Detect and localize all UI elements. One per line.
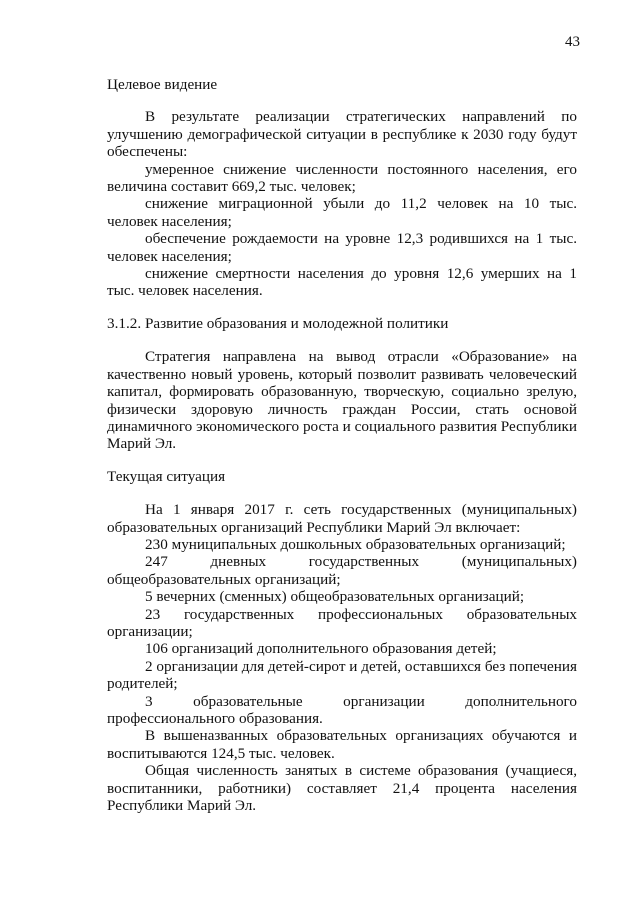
paragraph: В вышеназванных образовательных организациях обучаются и воспитываются 124,5 тыс. человек. [107,727,577,762]
paragraph: обеспечение рождаемости на уровне 12,3 родившихся на 1 тыс. человек населения; [107,230,577,265]
paragraph: снижение миграционной убыли до 11,2 человек на 10 тыс. человек населения; [107,195,577,230]
section-heading-target-vision: Целевое видение [107,76,218,93]
paragraph: В результате реализации стратегических направлений по улучшению демографической ситуации в республике к 2030 году будут обеспечены: [107,108,577,161]
paragraph: умеренное снижение численности постоянного населения, его величина составит 669,2 тыс. человек; [107,160,577,196]
list-item: 230 муниципальных дошкольных образовательных организаций; [145,535,566,553]
paragraph: Общая численность занятых в системе образования (учащиеся, воспитанники, работники) составляет 21,4 процента населения Республики Марий Эл. [107,762,577,815]
list-item: 5 вечерних (сменных) общеобразовательных организаций; [145,588,525,606]
list-item: 2 организации для детей-сирот и детей, оставшихся без попечения родителей; [107,657,577,693]
section-heading-current-situation: Текущая ситуация [107,467,226,485]
section-heading-education: 3.1.2. Развитие образования и молодежной политики [107,314,449,332]
document-body [107,76,577,814]
paragraph: На 1 января 2017 г. сеть государственных (муниципальных) образовательных организаций Республики Марий Эл включает: [107,501,577,536]
list-item: 106 организаций дополнительного образования детей; [145,640,497,658]
list-item: 3 образовательные организации дополнительного профессионального образования. [107,692,577,727]
list-item: 23 государственных профессиональных образовательных организации; [107,605,577,640]
page-number: 43 [565,34,580,50]
list-item: 247 дневных государственных (муниципальных) общеобразовательных организаций; [107,553,577,588]
paragraph: Стратегия направлена на вывод отрасли «Образование» на качественно новый уровень, который позволит развивать человеческий капитал, формировать образованную, творческую, социально зрелую, физически здоровую личность граждан России, стать основой динамичного экономического роста и социального развития Республики Марий Эл. [107,348,577,453]
paragraph: снижение смертности населения до уровня 12,6 умерших на 1 тыс. человек населения. [107,265,577,300]
